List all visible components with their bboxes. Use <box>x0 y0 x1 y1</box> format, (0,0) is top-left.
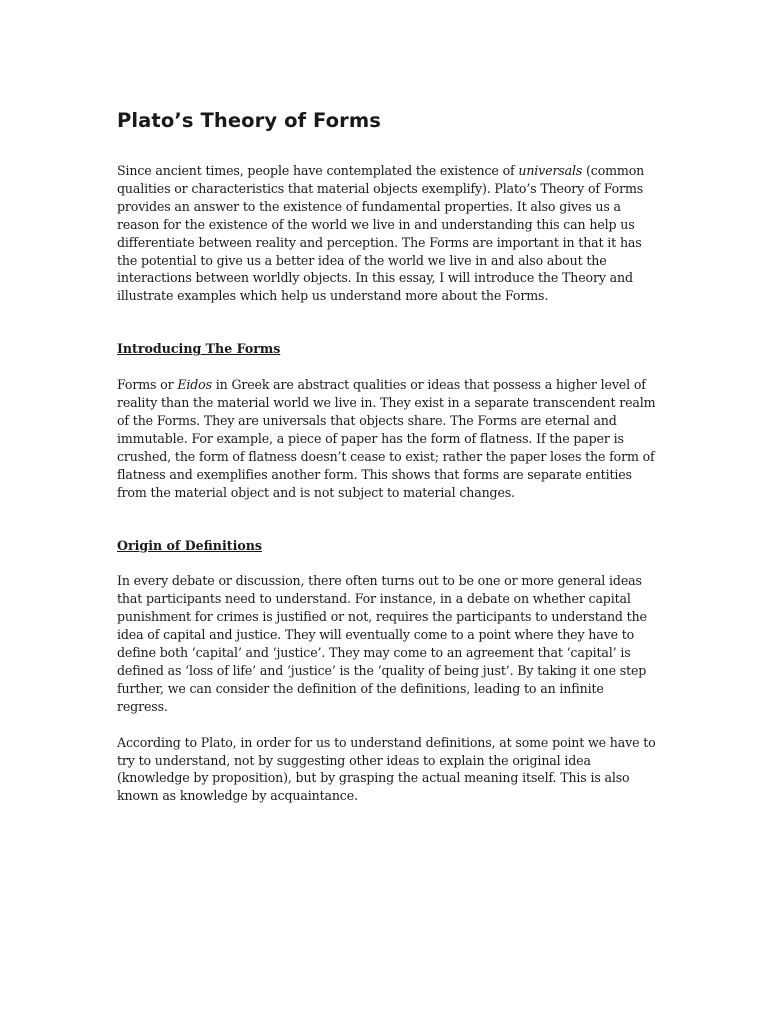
spacer <box>117 502 657 537</box>
forms-paragraph <box>117 376 657 501</box>
spacer <box>117 305 657 340</box>
spacer <box>117 358 657 376</box>
document-body <box>117 108 657 805</box>
intro-text-end: (common qualities or characteristics that material objects exemplify). Plato’s Theory of Forms provides an answer to the existence of fundamental properties. It also gives us a reason for the existence of the world we live in and understanding this can help us differentiate between reality and perception. The Forms are important in that it has the potential to give us a better idea of the world we live in and also about the interactions between worldly objects. In this essay, I will introduce the Theory and illustrate examples which help us understand more about the Forms. <box>117 163 645 304</box>
forms-text-start: Forms or <box>117 377 178 393</box>
definitions-paragraph-2: According to Plato, in order for us to understand definitions, at some point we have to try to understand, not by suggesting other ideas to explain the original idea (knowledge by proposition), but by grasping the actual meaning itself. This is also known as knowledge by acquaintance. <box>117 734 656 804</box>
page-title: Plato’s Theory of Forms <box>117 109 382 132</box>
spacer <box>117 716 657 734</box>
intro-italic-term: universals <box>518 163 583 178</box>
intro-text-start: Since ancient times, people have contemplated the existence of <box>117 163 519 178</box>
definitions-paragraph-1: In every debate or discussion, there often turns out to be one or more general ideas that participants need to understand. For instance, in a debate on whether capital punishment for crimes is justified or not, requires the participants to understand the idea of capital and justice. They will eventually come to a point where they have to define both ‘capital’ and ‘justice’. They may come to an agreement that ‘capital’ is defined as ‘loss of life’ and ‘justice’ is the ‘quality of being just’. By taking it one step further, we can consider the definition of the definitions, leading to an infinite regress. <box>117 573 647 714</box>
section-heading-introducing-forms: Introducing The Forms <box>117 341 281 357</box>
spacer <box>117 554 657 572</box>
section-heading-origin-definitions: Origin of Definitions <box>117 537 263 553</box>
forms-text-end: in Greek are abstract qualities or ideas that possess a higher level of reality than the material world we live in. They exist in a separate transcendent realm of the Forms. They are universals that objects share. The Forms are eternal and immutable. For example, a piece of paper has the form of flatness. If the paper is crushed, the form of flatness doesn’t cease to exist; rather the paper loses the form of flatness and exemplifies another form. This shows that forms are separate entities from the material object and is not subject to material changes. <box>117 377 656 500</box>
forms-italic-term: Eidos <box>177 377 212 393</box>
intro-paragraph <box>117 162 657 305</box>
